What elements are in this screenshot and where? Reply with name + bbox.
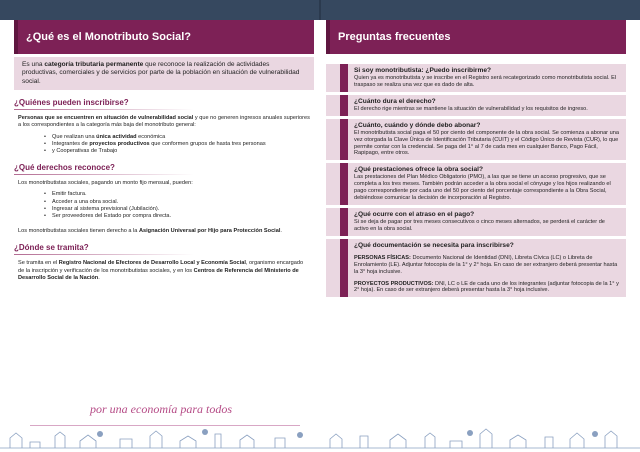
right-page-title: Preguntas frecuentes [326, 20, 626, 54]
where-text [14, 260, 314, 282]
who-rest: y que no generen ingresos anuales superiores a los correspondientes a la categoría más baja del monotributo general: [18, 115, 310, 129]
town-skyline-illustration [0, 412, 640, 452]
faq-item [326, 95, 626, 116]
top-band [0, 0, 640, 20]
faq-question: ¿Cuánto, cuándo y dónde debo abonar? [354, 121, 481, 129]
left-page-title: ¿Qué es el Monotributo Social? [14, 20, 314, 54]
where-pre: Se tramita en el [18, 260, 59, 267]
who-text [14, 115, 314, 129]
faq-item [326, 208, 626, 236]
faq-item-docs [326, 239, 626, 298]
where-mid: , organismo encargado de la inscripción y verificación de los monotributistas sociales, y en los [18, 260, 304, 274]
faq-item [326, 119, 626, 161]
docs-pf-text: Documento Nacional de Identidad (DNI), Libreta Cívica (LC) o Libreta de Enrolamiento (LE). Adjuntar fotocopia de la 1° y 2° hoja. En caso de ser extranjero deberá presentar hasta la 3° hoja inclusive. [354, 254, 618, 275]
bold-word: proyectos productivos [89, 140, 150, 147]
docs-pp-label: PROYECTOS PRODUCTIVOS: [354, 280, 434, 287]
intro-text-rest: que reconoce la realización de actividades productivas, comerciales y de servicios por parte de la población en situación de vulnerabilidad social. [22, 61, 300, 85]
note-text: Los monotributistas sociales tienen derecho a la [18, 228, 139, 235]
faq-answer: Las prestaciones del Plan Médico Obligatorio (PMO), a las que se tiene un acceso progresivo, que se completa a los tres meses. También podrán acceder a la obra social el cónyuge y los hijos realizando el pago correspondiente por cada uno del 50 por ciento del porcentaje correspondiente a la Obra Social, debiéndose comunicar la decisión de incorporación al Registro. [354, 174, 611, 202]
list-item: • Que realizan una única actividad económica [44, 134, 314, 141]
rights-note [14, 228, 314, 235]
faq-question: ¿Cuánto dura el derecho? [354, 97, 436, 105]
item-text: Integrantes de [52, 140, 90, 147]
faq-answer: El derecho rige mientras se mantiene la situación de vulnerabilidad y los requisitos de ingreso. [354, 105, 588, 112]
faq-answer: Si se deja de pagar por tres meses consecutivos o cinco meses alternados, se perderá el carácter de activo en la obra social. [354, 218, 605, 232]
list-item: • Ser proveedores del Estado por compra directa. [44, 213, 314, 220]
page-fold [319, 0, 321, 20]
item-text: que conformen grupos de hasta tres personas [149, 140, 266, 147]
list-item: • y Cooperativas de Trabajo [44, 148, 314, 155]
intro-bold: categoría tributaria permanente [44, 61, 144, 68]
faq-question: ¿Qué documentación se necesita para inscribirse? [354, 241, 514, 249]
faq-marker [340, 95, 348, 116]
faq-marker [340, 239, 348, 298]
list-item: • Acceder a una obra social. [44, 199, 314, 206]
left-page [14, 20, 314, 282]
who-list [44, 134, 314, 156]
list-item: • Ingresar al sistema previsional (Jubilación). [44, 206, 314, 213]
rights-title: ¿Qué derechos reconoce? [14, 163, 314, 175]
note-end: . [280, 228, 282, 235]
faq-answer: El monotributista social paga el 50 por ciento del componente de la obra social. Se comienza a abonar una vez otorgada la Clave Única de Identificación Tributaria (CUIT) y el Código Único de Revista (CUR), lo que permite contar con la credencial. Se paga del 1° al 7 de cada mes en cualquier Banco, Pago Fácil, Rapipago, entre otros. [354, 129, 619, 157]
where-title: ¿Dónde se tramita? [14, 243, 314, 255]
faq-marker [340, 64, 348, 92]
slogan: por una economía para todos [90, 402, 232, 416]
faq-item [326, 163, 626, 205]
faq-question: ¿Qué prestaciones ofrece la obra social? [354, 166, 483, 174]
where-bold-1: Registro Nacional de Efectores de Desarrollo Local y Economía Social [58, 260, 246, 267]
docs-pf-label: PERSONAS FÍSICAS: [354, 254, 411, 261]
bold-word: única actividad [96, 133, 137, 140]
intro-text: Es una [22, 61, 45, 68]
faq-marker [340, 119, 348, 161]
list-item: • Emitir factura. [44, 191, 314, 198]
docs-proyectos [354, 281, 620, 295]
faq-item [326, 64, 626, 92]
faq-answer: Quien ya es monotributista y se inscribe en el Registro será recategorizado como monotributista social. El traspaso se realiza una vez que es dado de alta. [354, 75, 617, 88]
faq-question: ¿Qué ocurre con el atraso en el pago? [354, 210, 475, 218]
docs-personas [354, 255, 620, 276]
who-bold: Personas que se encuentren en situación de vulnerabilidad social [18, 115, 194, 122]
faq-list [326, 64, 626, 297]
where-bold-2: Centros de Referencia del Ministerio de Desarrollo Social de la Nación [18, 267, 299, 281]
right-page [326, 20, 626, 297]
rights-list [44, 191, 314, 220]
faq-question: Si soy monotributista: ¿Puedo inscribirme? [354, 67, 492, 74]
who-title: ¿Quiénes pueden inscribirse? [14, 98, 314, 110]
list-item [44, 141, 314, 148]
faq-marker [340, 163, 348, 205]
faq-marker [340, 208, 348, 236]
docs-pp-text: DNI, LC o LE de cada uno de los integrantes (adjuntar fotocopia de la 1° y 2° hoja). En caso de ser extranjero deberá presentar hasta la 3° hoja inclusive. [354, 280, 619, 294]
rights-intro: Los monotributistas sociales, pagando un monto fijo mensual, pueden: [18, 180, 193, 187]
intro-box [14, 57, 314, 90]
where-end: . [98, 274, 100, 281]
note-bold: Asignación Universal por Hijo para Protección Social [138, 228, 281, 235]
